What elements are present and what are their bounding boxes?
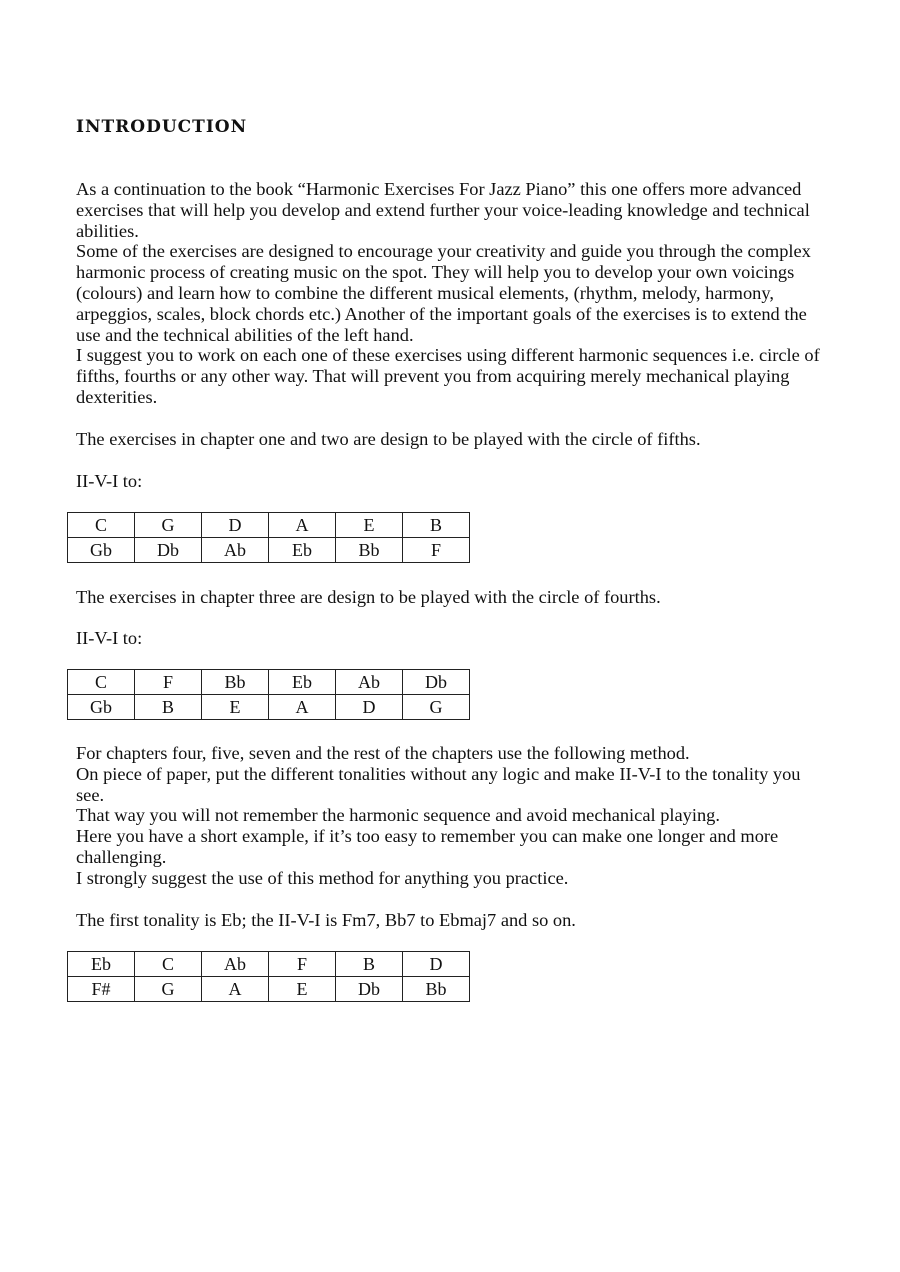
table-row xyxy=(68,695,470,720)
text-line: I strongly suggest the use of this method for anything you practice. xyxy=(76,867,569,888)
table-cell: B xyxy=(135,695,202,720)
table-row xyxy=(68,670,470,695)
table-cell: E xyxy=(336,513,403,538)
table-cell: F xyxy=(269,952,336,977)
table-cell: Ab xyxy=(202,952,269,977)
circle-of-fourths-table xyxy=(67,669,470,720)
table-cell: Bb xyxy=(403,977,470,1002)
table-cell: F# xyxy=(68,977,135,1002)
ii-v-i-label: II-V-I to: xyxy=(76,471,143,491)
table-cell: D xyxy=(202,513,269,538)
table-cell: E xyxy=(269,977,336,1002)
table-cell: B xyxy=(336,952,403,977)
text-line: dexterities. xyxy=(76,386,158,407)
table-cell: Ab xyxy=(202,538,269,563)
table-row xyxy=(68,513,470,538)
random-tonalities-table xyxy=(67,951,470,1002)
table-cell: A xyxy=(269,695,336,720)
text-line: abilities. xyxy=(76,220,139,241)
table-cell: F xyxy=(403,538,470,563)
table-cell: Db xyxy=(403,670,470,695)
table-cell: A xyxy=(269,513,336,538)
text-line: see. xyxy=(76,784,105,805)
table-cell: D xyxy=(403,952,470,977)
table-row xyxy=(68,977,470,1002)
table-cell: G xyxy=(135,513,202,538)
chapter-three-note: The exercises in chapter three are design to be played with the circle of fourths. xyxy=(76,587,661,607)
table-cell: A xyxy=(202,977,269,1002)
table-row xyxy=(68,952,470,977)
table-cell: D xyxy=(336,695,403,720)
text-line: As a continuation to the book “Harmonic Exercises For Jazz Piano” this one offers more advanced xyxy=(76,179,802,199)
method-paragraph xyxy=(76,743,821,889)
table-cell: Eb xyxy=(68,952,135,977)
text-line: use and the technical abilities of the left hand. xyxy=(76,324,414,345)
example-note: The first tonality is Eb; the II-V-I is Fm7, Bb7 to Ebmaj7 and so on. xyxy=(76,910,576,930)
text-line: (colours) and learn how to combine the different musical elements, (rhythm, melody, harmony, xyxy=(76,282,774,303)
text-line: arpeggios, scales, block chords etc.) Another of the important goals of the exercises is to extend the xyxy=(76,303,807,324)
table-cell: B xyxy=(403,513,470,538)
text-line: On piece of paper, put the different tonalities without any logic and make II-V-I to the tonality you xyxy=(76,763,801,784)
chapter-one-two-note: The exercises in chapter one and two are design to be played with the circle of fifths. xyxy=(76,429,701,449)
table-cell: C xyxy=(68,670,135,695)
table-cell: Bb xyxy=(202,670,269,695)
table-cell: Eb xyxy=(269,538,336,563)
table-cell: Gb xyxy=(68,538,135,563)
text-line: Here you have a short example, if it’s too easy to remember you can make one longer and more xyxy=(76,826,779,847)
text-line: Some of the exercises are designed to encourage your creativity and guide you through the complex xyxy=(76,241,811,262)
table-cell: Eb xyxy=(269,670,336,695)
text-line: For chapters four, five, seven and the rest of the chapters use the following method. xyxy=(76,743,690,763)
table-row xyxy=(68,538,470,563)
table-cell: F xyxy=(135,670,202,695)
table-cell: Bb xyxy=(336,538,403,563)
table-cell: Ab xyxy=(336,670,403,695)
text-line: fifths, fourths or any other way. That will prevent you from acquiring merely mechanical playing xyxy=(76,366,790,387)
table-cell: G xyxy=(135,977,202,1002)
text-line: That way you will not remember the harmonic sequence and avoid mechanical playing. xyxy=(76,805,720,826)
intro-paragraph xyxy=(76,179,821,408)
table-cell: E xyxy=(202,695,269,720)
table-cell: Db xyxy=(336,977,403,1002)
text-line: harmonic process of creating music on the spot. They will help you to develop your own voicings xyxy=(76,262,795,283)
table-cell: C xyxy=(135,952,202,977)
table-cell: G xyxy=(403,695,470,720)
text-line: challenging. xyxy=(76,846,167,867)
text-line: I suggest you to work on each one of these exercises using different harmonic sequences i.e. circle of xyxy=(76,345,820,366)
text-line: exercises that will help you develop and extend further your voice-leading knowledge and technical xyxy=(76,199,810,220)
table-cell: Gb xyxy=(68,695,135,720)
table-cell: Db xyxy=(135,538,202,563)
ii-v-i-label: II-V-I to: xyxy=(76,628,143,648)
circle-of-fifths-table xyxy=(67,512,470,563)
table-cell: C xyxy=(68,513,135,538)
page-title: INTRODUCTION xyxy=(76,117,248,137)
